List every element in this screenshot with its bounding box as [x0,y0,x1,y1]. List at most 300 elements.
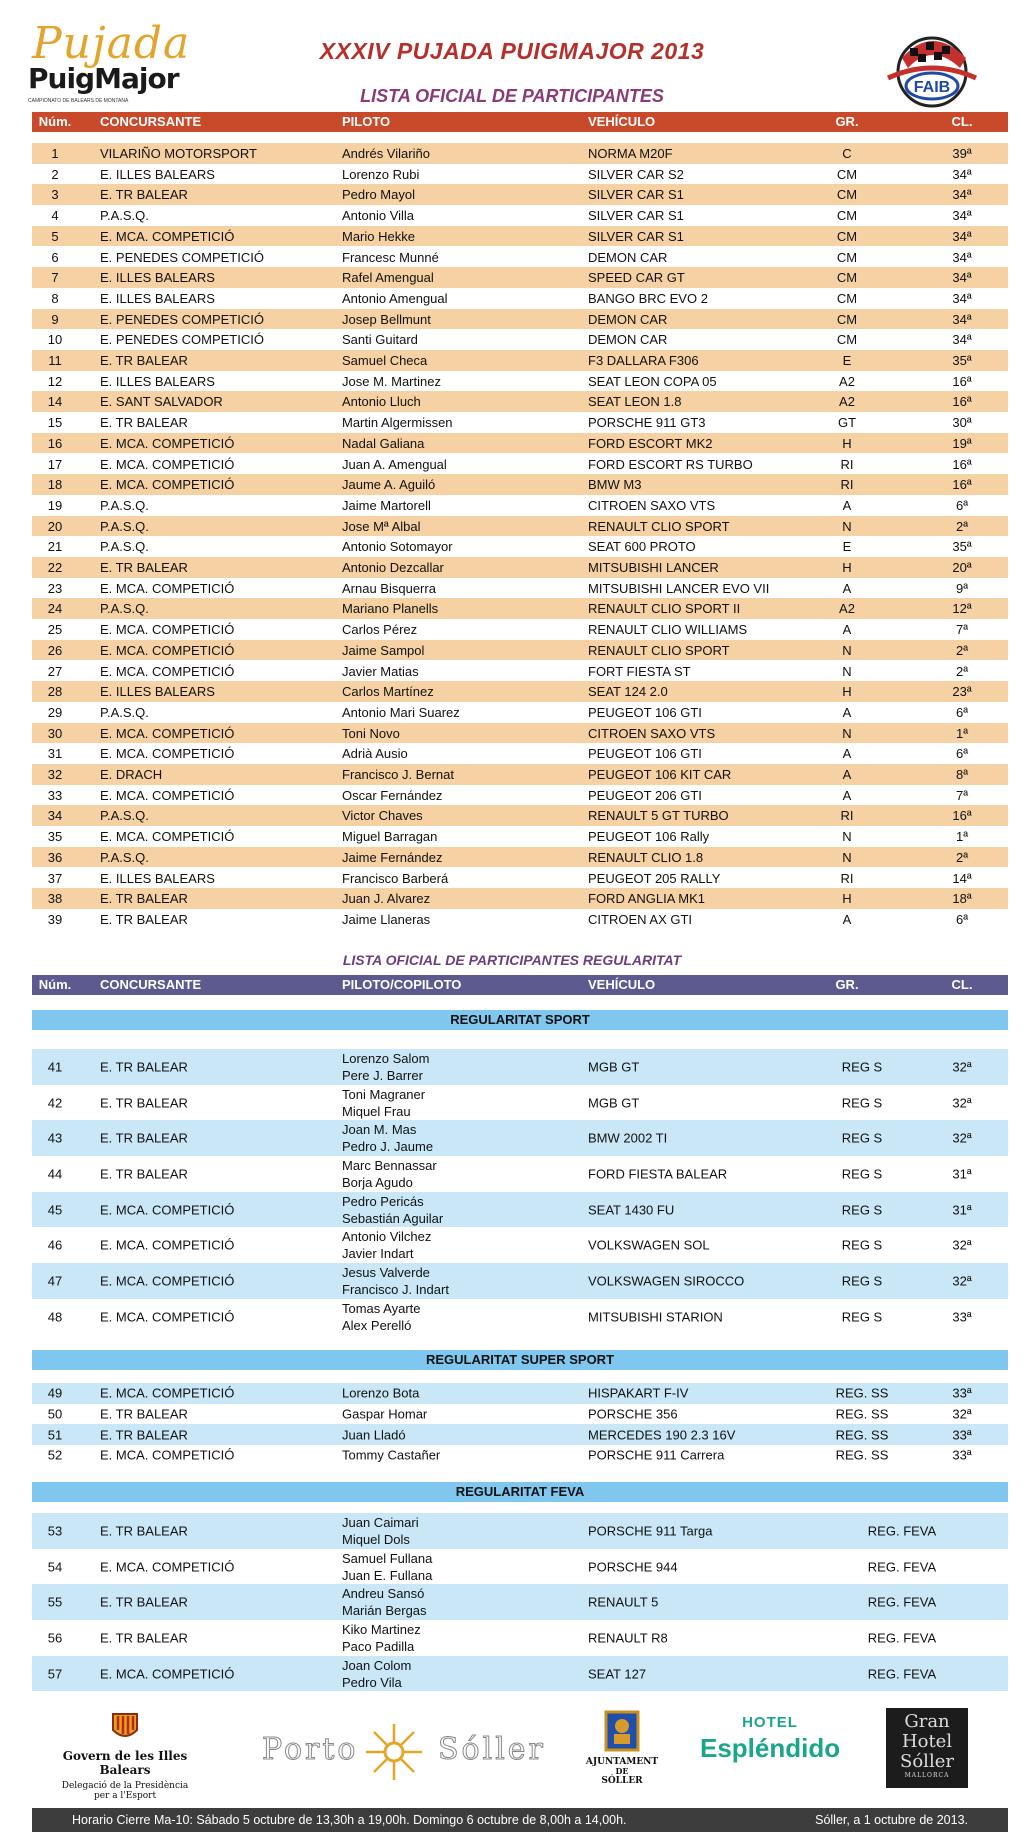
cell-num: 6 [51,249,59,265]
cell-gr: CM [836,249,858,265]
cell-vehiculo: PORSCHE 911 GT3 [588,415,706,431]
cell-gr: A [842,787,852,803]
cell-num: 9 [51,311,59,327]
cell-cl: 33ª [952,1447,972,1463]
cell-piloto: Lorenzo Salom [342,1050,430,1066]
cell-piloto: Carlos Martínez [342,684,434,700]
cell-num: 41 [47,1059,63,1075]
participants-column-header [32,112,1008,132]
section-regularitat-sport: REGULARITAT SPORT [32,1010,1008,1030]
cell-concursante: E. TR BALEAR [100,891,188,907]
cell-cl: 14ª [952,870,972,886]
table-row [32,1445,1008,1466]
table-row [32,226,1008,247]
table-row [32,640,1008,661]
cell-piloto: Mario Hekke [342,228,415,244]
table-row [32,454,1008,475]
cell-vehiculo: PORSCHE 356 [588,1406,678,1422]
cell-vehiculo: FORD ANGLIA MK1 [588,891,706,907]
cell-cl: 12ª [952,601,972,617]
table-row [32,433,1008,454]
table-row [32,578,1008,599]
cell-concursante: P.A.S.Q. [100,497,149,513]
footer-date: Sóller, a 1 octubre de 2013. [815,1813,968,1827]
cell-gr: CM [836,290,858,306]
cell-cl: 32ª [952,1406,972,1422]
cell-copiloto: Marián Bergas [342,1603,427,1619]
table-row [32,164,1008,185]
cell-piloto: Jaime Llaneras [342,911,431,927]
cell-vehiculo: F3 DALLARA F306 [588,353,699,368]
cell-vehiculo: SEAT 124 2.0 [588,684,668,700]
cell-vehiculo: SPEED CAR GT [588,270,685,286]
cell-piloto-copiloto [342,1050,429,1084]
cell-vehiculo: SEAT LEON COPA 05 [588,373,717,389]
cell-copiloto: Pedro J. Jaume [342,1139,434,1155]
cell-num: 15 [47,415,63,431]
cell-vehiculo: FORD FIESTA BALEAR [588,1166,728,1182]
cell-concursante: E. MCA. COMPETICIÓ [100,746,235,762]
cell-gr: N [842,849,852,865]
cell-vehiculo: SEAT 1430 FU [588,1202,675,1218]
cell-piloto-copiloto [342,1514,419,1548]
table-row [32,1383,1008,1404]
cell-piloto: Oscar Fernández [342,787,443,803]
table-row [32,1549,1008,1585]
reg-col-concursante: CONCURSANTE [100,977,202,992]
table-row [32,1620,1008,1656]
cell-concursante: E. TR BALEAR [100,1406,188,1422]
cell-piloto: Adrià Ausio [342,746,408,762]
cell-vehiculo: RENAULT CLIO SPORT [588,518,730,534]
cell-num: 17 [47,456,63,472]
ajuntament-line2: DE [615,1766,629,1776]
cell-gr: RI [840,870,854,886]
cell-cl: 2ª [955,663,969,679]
cell-copiloto: Alex Perelló [342,1317,412,1333]
cell-cl: 34ª [952,311,972,327]
cell-cl: 16ª [952,456,972,472]
table-row [32,1085,1008,1121]
cell-copiloto: Miquel Dols [342,1531,410,1547]
cell-piloto: Samuel Checa [342,353,428,368]
table-row [32,805,1008,826]
cell-gr: A2 [839,394,855,410]
hotel-esplendido-logo [700,1714,840,1774]
cell-concursante: E. MCA. COMPETICIÓ [100,725,235,741]
table-row [32,1120,1008,1156]
cell-cl: 6ª [955,911,969,927]
reg-col-vehiculo: VEHÍCULO [588,977,656,992]
cell-piloto: Toni Novo [342,725,400,741]
cell-cl: 18ª [952,891,972,907]
cell-vehiculo: VOLKSWAGEN SOL [588,1237,710,1253]
cell-gr: H [842,684,852,700]
table-row [32,495,1008,516]
cell-vehiculo: RENAULT 5 GT TURBO [588,808,729,824]
cell-concursante: E. MCA. COMPETICIÓ [100,787,235,803]
cell-gr: CM [836,166,858,182]
cell-vehiculo: FORT FIESTA ST [588,663,691,679]
cell-vehiculo: DEMON CAR [588,311,668,327]
cell-piloto: Jaime Sampol [342,642,425,658]
cell-vehiculo: RENAULT CLIO SPORT II [588,601,741,617]
cell-num: 54 [47,1559,63,1575]
cell-vehiculo: MITSUBISHI STARION [588,1309,723,1325]
col-piloto: PILOTO [342,114,391,129]
col-concursante: CONCURSANTE [100,114,202,129]
cell-gr: GT [837,415,857,431]
cell-cl: 31ª [952,1166,972,1182]
cell-gr: REG. SS [835,1406,889,1422]
cell-concursante: E. TR BALEAR [100,560,188,575]
cell-copiloto: Borja Agudo [342,1174,413,1190]
cell-concursante: E. MCA. COMPETICIÓ [100,829,235,845]
table-row [32,681,1008,702]
cell-concursante: E. MCA. COMPETICIÓ [100,622,235,638]
cell-num: 27 [47,663,63,679]
cell-piloto: Juan J. Alvarez [342,891,431,907]
cell-piloto: Lorenzo Bota [342,1385,420,1401]
cell-cl: 30ª [952,415,972,431]
cell-piloto: Gaspar Homar [342,1406,428,1422]
cell-piloto: Antonio Villa [342,208,415,224]
cell-piloto: Jaume A. Aguiló [342,477,436,493]
cell-num: 51 [47,1427,63,1443]
table-row [32,1228,1008,1264]
cell-piloto: Rafel Amengual [342,270,434,286]
cell-piloto: Antonio Lluch [342,394,421,410]
cell-concursante: E. MCA. COMPETICIÓ [100,456,235,472]
cell-copiloto: Juan E. Fullana [342,1567,433,1583]
table-row [32,909,1008,930]
cell-num: 38 [47,891,63,907]
cell-piloto: Antonio Amengual [342,290,448,306]
cell-gr: A [842,767,852,782]
cell-piloto: Juan Lladó [342,1427,406,1443]
cell-num: 26 [47,642,63,658]
cell-concursante: E. MCA. COMPETICIÓ [100,435,235,451]
cell-cl: 32ª [952,1059,972,1075]
cell-piloto: Andrés Vilariño [342,146,430,161]
cell-concursante: VILARIÑO MOTORSPORT [100,146,257,161]
cell-copiloto: Sebastián Aguilar [342,1210,444,1226]
cell-vehiculo: MITSUBISHI LANCER EVO VII [588,580,770,596]
cell-vehiculo: SILVER CAR S1 [588,228,684,244]
cell-piloto: Carlos Pérez [342,622,418,638]
cell-cl: 31ª [952,1202,972,1218]
cell-concursante: E. PENEDES COMPETICIÓ [100,249,264,265]
cell-num: 3 [51,187,59,203]
cell-piloto: Jaime Fernández [342,849,443,865]
cell-concursante: E. ILLES BALEARS [100,373,215,389]
cell-num: 14 [47,394,63,410]
col-cl: CL. [951,114,973,129]
cell-gr: REG. FEVA [867,1666,937,1682]
cell-num: 37 [47,870,63,886]
cell-piloto: Jose M. Martinez [342,373,441,389]
table-row [32,143,1008,164]
table-row [32,1513,1008,1549]
col-vehiculo: VEHÍCULO [588,114,656,129]
cell-piloto: Pedro Mayol [342,187,415,203]
cell-copiloto: Javier Indart [342,1246,414,1262]
cell-concursante: E. ILLES BALEARS [100,290,215,306]
cell-num: 53 [47,1523,63,1539]
cell-piloto: Antonio Vilchez [342,1229,432,1245]
cell-gr: REG. FEVA [867,1594,937,1610]
cell-piloto: Javier Matias [342,663,419,679]
cell-cl: 7ª [955,787,969,803]
cell-num: 42 [47,1095,63,1111]
table-row [32,764,1008,785]
cell-gr: REG. SS [835,1385,889,1401]
cell-piloto: Samuel Fullana [342,1550,433,1566]
cell-piloto-copiloto [342,1157,437,1191]
cell-cl: 1ª [955,725,969,741]
govern-illes-balears-logo [40,1712,210,1801]
cell-concursante: P.A.S.Q. [100,208,149,224]
cell-num: 24 [47,601,63,617]
table-row [32,702,1008,723]
gran-hotel-soller-logo [886,1708,968,1788]
cell-vehiculo: RENAULT R8 [588,1630,668,1646]
cell-gr: REG S [841,1237,883,1253]
cell-num: 52 [47,1447,63,1463]
cell-concursante: E. SANT SALVADOR [100,394,223,410]
cell-gr: REG S [841,1059,883,1075]
gran-line1: Gran [904,1711,950,1732]
cell-concursante: E. ILLES BALEARS [100,270,215,286]
cell-concursante: E. PENEDES COMPETICIÓ [100,311,264,327]
cell-vehiculo: CITROEN SAXO VTS [588,725,716,741]
table-row [32,309,1008,330]
cell-vehiculo: PEUGEOT 205 RALLY [588,870,721,886]
table-row [32,1192,1008,1228]
cell-num: 56 [47,1630,63,1646]
cell-cl: 16ª [952,808,972,824]
cell-concursante: E. TR BALEAR [100,1095,188,1111]
cell-cl: 34ª [952,290,972,306]
table-row [32,412,1008,433]
cell-cl: 34ª [952,332,972,348]
page-title: XXXIV PUJADA PUIGMAJOR 2013 [319,38,705,64]
cell-gr: H [842,435,852,451]
cell-concursante: E. TR BALEAR [100,1523,188,1539]
header [0,0,1024,120]
cell-cl: 32ª [952,1273,972,1289]
table-row [32,598,1008,619]
cell-vehiculo: PORSCHE 944 [588,1559,678,1575]
col-num: Núm. [38,114,72,129]
reg-col-piloto: PILOTO/COPILOTO [342,977,462,992]
cell-concursante: E. ILLES BALEARS [100,166,215,182]
hotel-big-text: Espléndido [700,1733,841,1763]
cell-cl: 34ª [952,166,972,182]
cell-gr: A [842,580,852,596]
cell-gr: A2 [839,601,855,617]
cell-copiloto: Francisco J. Indart [342,1282,449,1298]
reg-col-gr: GR. [835,977,859,992]
cell-num: 46 [47,1237,63,1253]
cell-cl: 34ª [952,228,972,244]
cell-piloto-copiloto [342,1300,421,1334]
footer-schedule: Horario Cierre Ma-10: Sábado 5 octubre de 13,30h a 19,00h. Domingo 6 octubre de 8,00h a 14,00h. [72,1813,627,1827]
cell-piloto-copiloto [342,1193,443,1227]
cell-num: 12 [47,373,63,389]
page-subtitle: LISTA OFICIAL DE PARTICIPANTES [360,86,664,106]
ajuntament-soller-logo [576,1710,668,1790]
table-row [32,516,1008,537]
cell-vehiculo: CITROEN SAXO VTS [588,497,716,513]
cell-cl: 33ª [952,1427,972,1443]
cell-concursante: E. TR BALEAR [100,187,188,203]
hotel-small-text: HOTEL [742,1714,798,1731]
cell-gr: CM [836,311,858,327]
cell-vehiculo: CITROEN AX GTI [588,911,693,927]
cell-cl: 33ª [952,1385,972,1401]
cell-cl: 33ª [952,1309,972,1325]
cell-cl: 32ª [952,1237,972,1253]
logo-sub-text: CAMPIONATO DE BALEARS DE MONTAÑA [28,98,129,104]
cell-cl: 2ª [955,642,969,658]
cell-concursante: E. MCA. COMPETICIÓ [100,1666,235,1682]
cell-num: 20 [47,518,63,534]
cell-num: 28 [47,684,63,700]
cell-piloto: Tomas Ayarte [342,1300,421,1316]
cell-gr: A [842,704,852,720]
cell-piloto: Francesc Munné [342,249,439,265]
cell-concursante: E. TR BALEAR [100,1059,188,1075]
cell-concursante: E. TR BALEAR [100,353,188,368]
cell-gr: RI [840,456,854,472]
cell-piloto: Josep Bellmunt [342,311,431,327]
cell-cl: 32ª [952,1130,972,1146]
cell-vehiculo: PEUGEOT 106 Rally [588,829,710,845]
cell-piloto-copiloto [342,1621,421,1655]
cell-piloto-copiloto [342,1657,411,1691]
cell-concursante: E. ILLES BALEARS [100,684,215,700]
cell-piloto: Juan A. Amengual [342,456,447,472]
table-row [32,184,1008,205]
cell-gr: E [842,353,852,368]
cell-num: 29 [47,704,63,720]
cell-num: 21 [47,539,63,555]
cell-gr: C [842,146,852,161]
cell-vehiculo: SEAT 127 [588,1666,647,1682]
table-row [32,371,1008,392]
cell-piloto: Francisco Barberá [342,870,449,886]
cell-vehiculo: MGB GT [588,1095,640,1111]
cell-gr: CM [836,187,858,203]
cell-num: 22 [47,560,63,575]
cell-concursante: E. MCA. COMPETICIÓ [100,228,235,244]
cell-num: 57 [47,1666,63,1682]
cell-cl: 16ª [952,394,972,410]
cell-piloto: Toni Magraner [342,1086,426,1102]
faib-logo-icon [880,28,984,112]
cell-vehiculo: RENAULT 5 [588,1594,659,1610]
cell-concursante: E. MCA. COMPETICIÓ [100,1385,235,1401]
cell-vehiculo: BMW M3 [588,477,642,493]
cell-vehiculo: BANGO BRC EVO 2 [588,290,708,306]
cell-piloto: Santi Guitard [342,332,418,348]
cell-piloto: Pedro Pericás [342,1193,424,1209]
cell-num: 44 [47,1166,63,1182]
cell-cl: 20ª [952,560,972,575]
cell-num: 47 [47,1273,63,1289]
table-row [32,743,1008,764]
table-row [32,1424,1008,1445]
cell-cl: 7ª [955,622,969,638]
ajuntament-line1: AJUNTAMENT [585,1757,659,1767]
govern-title: Govern de les Illes Balears [62,1749,188,1777]
table-row [32,329,1008,350]
cell-vehiculo: SEAT 600 PROTO [588,539,696,555]
cell-concursante: E. MCA. COMPETICIÓ [100,1273,235,1289]
cell-piloto-copiloto [342,1585,427,1619]
govern-crest-icon [111,1712,139,1742]
cell-concursante: P.A.S.Q. [100,518,149,534]
cell-vehiculo: RENAULT CLIO WILLIAMS [588,622,748,638]
table-row [32,391,1008,412]
cell-piloto: Jaime Martorell [342,497,431,513]
cell-gr: H [842,560,852,575]
cell-gr: REG S [841,1166,883,1182]
cell-piloto: Tommy Castañer [342,1447,441,1463]
cell-cl: 6ª [955,497,969,513]
cell-gr: RI [840,808,854,824]
cell-cl: 35ª [952,353,972,368]
cell-gr: RI [840,477,854,493]
cell-gr: H [842,891,852,907]
cell-num: 8 [51,290,59,306]
cell-gr: A [842,911,852,927]
cell-gr: REG S [841,1273,883,1289]
cell-cl: 34ª [952,208,972,224]
cell-gr: N [842,725,852,741]
cell-cl: 8ª [955,767,969,782]
cell-gr: A2 [839,373,855,389]
cell-vehiculo: FORD ESCORT MK2 [588,435,713,451]
cell-piloto: Martin Algermissen [342,415,453,431]
cell-gr: REG. FEVA [867,1559,937,1575]
cell-num: 43 [47,1130,63,1146]
logo-script-text: Pujada [32,18,191,69]
cell-vehiculo: PEUGEOT 206 GTI [588,787,702,803]
cell-gr: REG S [841,1130,883,1146]
cell-concursante: E. MCA. COMPETICIÓ [100,642,235,658]
cell-gr: REG. SS [835,1447,889,1463]
cell-gr: REG. FEVA [867,1630,937,1646]
cell-num: 34 [47,808,63,824]
cell-num: 55 [47,1594,63,1610]
table-row [32,536,1008,557]
col-gr: GR. [835,114,859,129]
cell-piloto: Jose Mª Albal [342,518,421,534]
table-row [32,868,1008,889]
section-regularitat-super-sport: REGULARITAT SUPER SPORT [32,1350,1008,1370]
cell-num: 45 [47,1202,63,1218]
cell-piloto: Victor Chaves [342,808,423,824]
cell-cl: 2ª [955,849,969,865]
cell-concursante: E. TR BALEAR [100,1630,188,1646]
cell-concursante: E. ILLES BALEARS [100,870,215,886]
cell-num: 16 [47,435,63,451]
cell-concursante: E. TR BALEAR [100,1166,188,1182]
cell-num: 39 [47,911,63,927]
table-row [32,826,1008,847]
